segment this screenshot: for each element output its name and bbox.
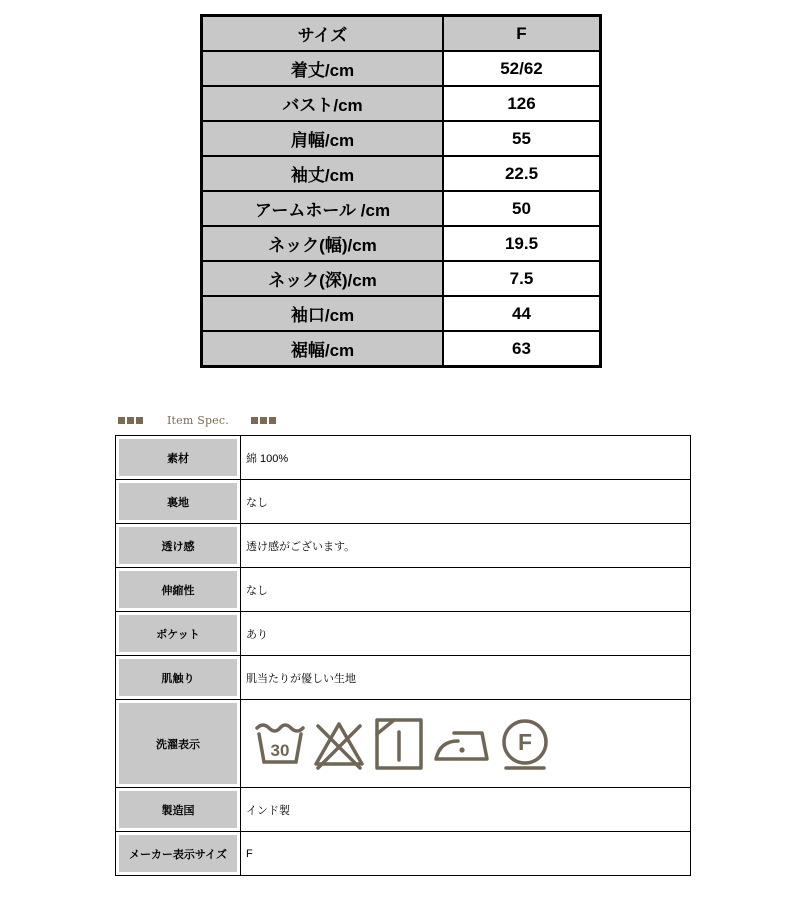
- heading-decoration-left: [118, 417, 143, 424]
- spec-row: [116, 612, 691, 656]
- spec-row-label: 裏地: [116, 480, 241, 524]
- size-header-label: サイズ: [202, 16, 444, 52]
- spec-row-value: 肌当たりが優しい生地: [241, 656, 691, 700]
- size-row: [202, 261, 601, 296]
- size-row-label: ネック(幅)/cm: [202, 226, 444, 261]
- size-row-label: 肩幅/cm: [202, 121, 444, 156]
- size-row-label: 袖口/cm: [202, 296, 444, 331]
- dry-clean-f-icon-label: F: [517, 728, 533, 755]
- spec-row-care: [116, 700, 691, 788]
- size-row: [202, 296, 601, 331]
- no-bleach-icon: [312, 716, 366, 772]
- size-row-value: 7.5: [443, 261, 601, 296]
- size-row: [202, 51, 601, 86]
- spec-row: [116, 436, 691, 480]
- size-row-value: 55: [443, 121, 601, 156]
- size-row-label: 着丈/cm: [202, 51, 444, 86]
- size-row-value: 126: [443, 86, 601, 121]
- size-row: [202, 191, 601, 226]
- heading-decoration-right: [251, 417, 276, 424]
- spec-row: [116, 656, 691, 700]
- spec-row-label: 製造国: [116, 788, 241, 832]
- item-spec-table: [115, 435, 691, 876]
- wash-30-icon: [254, 716, 306, 772]
- size-row: [202, 156, 601, 191]
- spec-row-value: インド製: [241, 788, 691, 832]
- size-row-value: 63: [443, 331, 601, 367]
- spec-row-value: なし: [241, 568, 691, 612]
- size-row: [202, 121, 601, 156]
- size-table-header-row: [202, 16, 601, 52]
- iron-low-icon: [432, 719, 492, 769]
- spec-row-label: ポケット: [116, 612, 241, 656]
- spec-row-label: 洗濯表示: [116, 700, 241, 788]
- spec-row-label: 肌触り: [116, 656, 241, 700]
- spec-row-value: 透け感がございます。: [241, 524, 691, 568]
- spec-row-value: あり: [241, 612, 691, 656]
- size-header-value: F: [443, 16, 601, 52]
- line-dry-shade-icon: [372, 714, 426, 774]
- spec-row-label: メーカー表示サイズ: [116, 832, 241, 876]
- spec-row: [116, 568, 691, 612]
- size-row-label: アームホール /cm: [202, 191, 444, 226]
- dry-clean-f-icon: [498, 716, 552, 772]
- care-label-cell: [241, 700, 691, 788]
- size-row-value: 44: [443, 296, 601, 331]
- size-row: [202, 331, 601, 367]
- spec-row-label: 透け感: [116, 524, 241, 568]
- spec-row-label: 素材: [116, 436, 241, 480]
- size-table: [200, 14, 602, 368]
- spec-row: [116, 480, 691, 524]
- spec-row: [116, 832, 691, 876]
- item-spec-title: Item Spec.: [167, 413, 229, 427]
- size-row: [202, 86, 601, 121]
- spec-row-value: なし: [241, 480, 691, 524]
- spec-row-value: F: [241, 832, 691, 876]
- size-row-label: 袖丈/cm: [202, 156, 444, 191]
- item-spec-heading: [118, 411, 276, 429]
- wash-30-icon-label: 30: [270, 740, 290, 760]
- spec-row: [116, 788, 691, 832]
- size-row-value: 22.5: [443, 156, 601, 191]
- size-row-value: 19.5: [443, 226, 601, 261]
- size-row-label: 裾幅/cm: [202, 331, 444, 367]
- size-row: [202, 226, 601, 261]
- size-row-label: バスト/cm: [202, 86, 444, 121]
- size-row-value: 50: [443, 191, 601, 226]
- size-row-value: 52/62: [443, 51, 601, 86]
- spec-row-value: 綿 100%: [241, 436, 691, 480]
- spec-row: [116, 524, 691, 568]
- spec-row-label: 伸縮性: [116, 568, 241, 612]
- care-icons: [246, 714, 690, 774]
- size-row-label: ネック(深)/cm: [202, 261, 444, 296]
